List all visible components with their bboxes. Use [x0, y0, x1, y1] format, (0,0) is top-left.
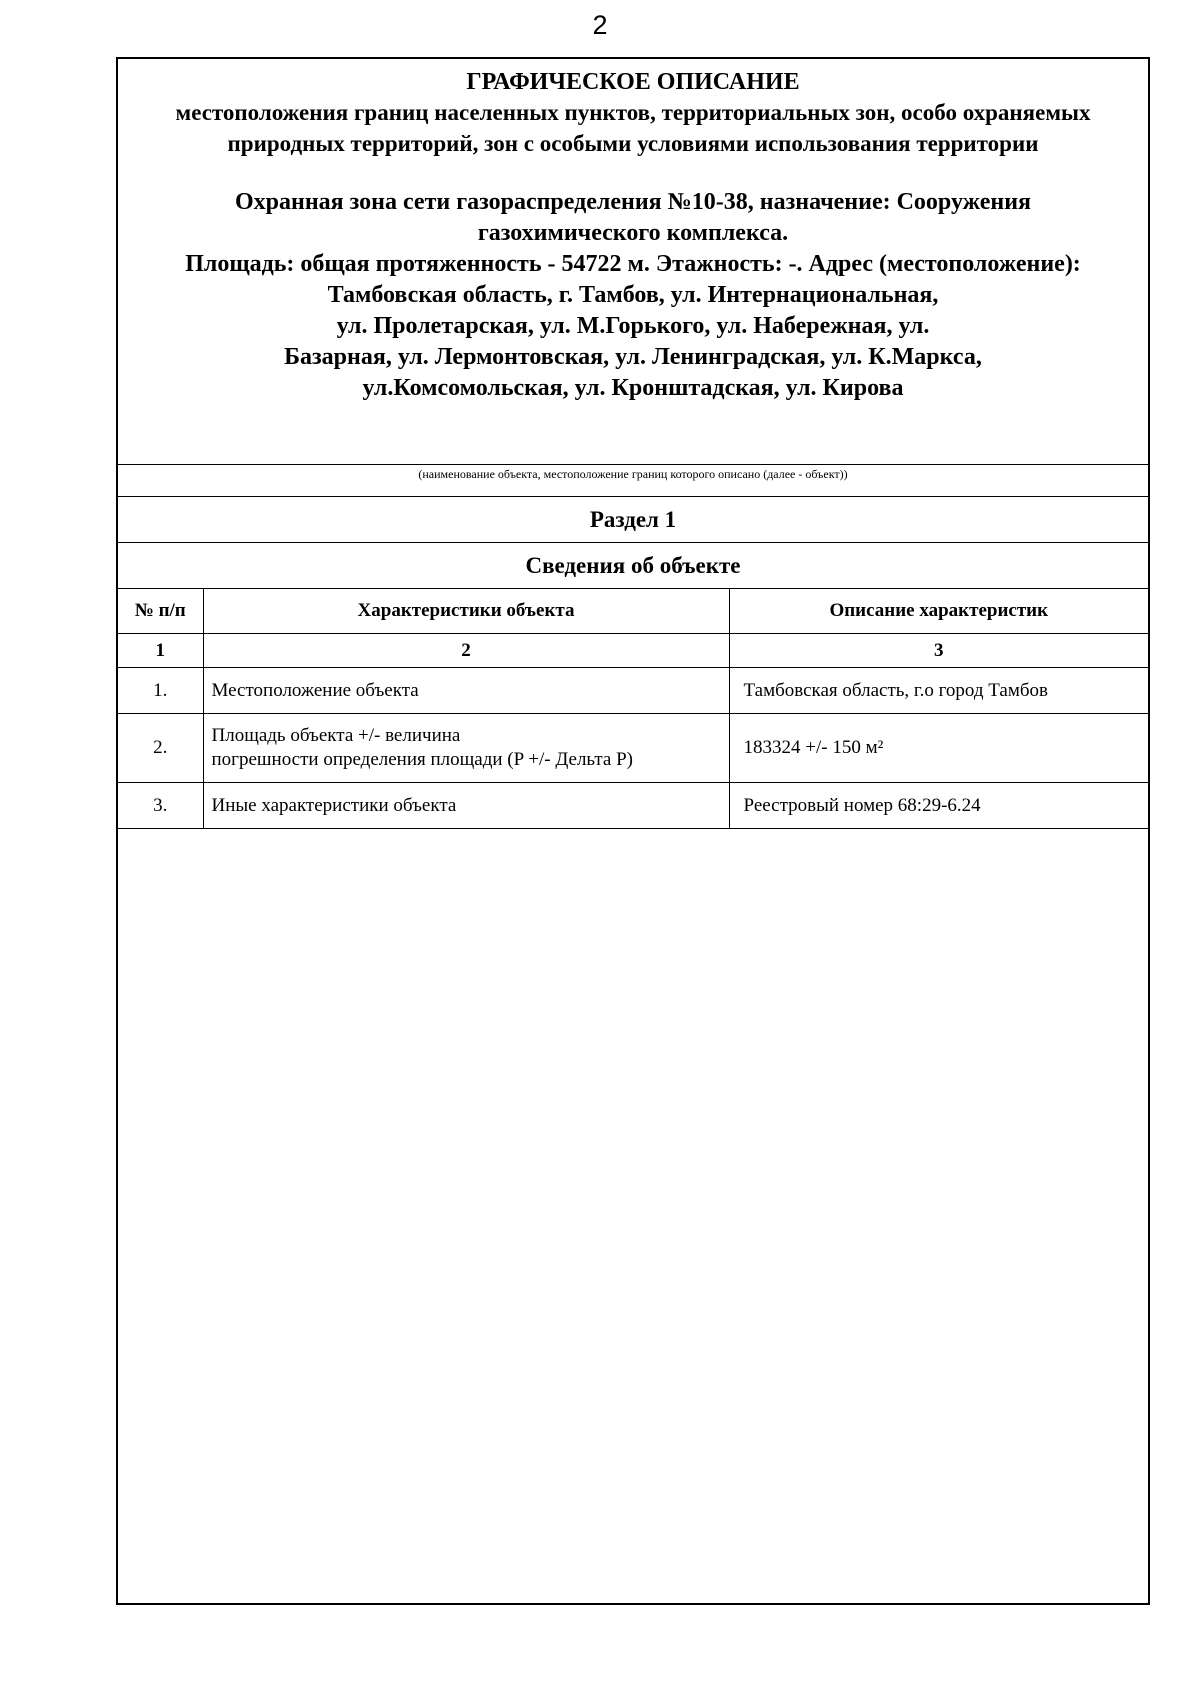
column-header: № п/п	[118, 589, 203, 634]
column-index: 2	[203, 634, 729, 668]
characteristic-line: Площадь объекта +/- величина	[211, 725, 461, 746]
object-name	[118, 187, 1148, 404]
document-subtitle: местоположения границ населенных пунктов, территориальных зон, особо охраняемых природных территорий, зон с особыми условиями использования территории	[175, 100, 1091, 156]
object-info-table	[118, 589, 1148, 829]
row-description: Тамбовская область, г.о город Тамбов	[729, 668, 1148, 714]
column-index: 1	[118, 634, 203, 668]
row-characteristic	[203, 668, 729, 714]
column-index-row	[118, 634, 1148, 668]
object-name-line: ул.Комсомольская, ул. Кронштадская, ул. Кирова	[362, 375, 904, 401]
page-number: 2	[592, 10, 608, 40]
object-name-line: Тамбовская область, г. Тамбов, ул. Интернациональная,	[327, 282, 939, 308]
column-index: 3	[729, 634, 1148, 668]
row-number: 2.	[118, 714, 203, 783]
object-name-line: Базарная, ул. Лермонтовская, ул. Ленинградская, ул. К.Маркса,	[284, 344, 982, 370]
characteristic-line: погрешности определения площади (P +/- Дельта P)	[211, 749, 633, 770]
row-characteristic	[203, 714, 729, 783]
row-number: 3.	[118, 783, 203, 829]
column-header: Описание характеристик	[729, 589, 1148, 634]
characteristic-line: Иные характеристики объекта	[211, 794, 457, 816]
table-row	[118, 714, 1148, 783]
column-header: Характеристики объекта	[203, 589, 729, 634]
object-name-line: ул. Пролетарская, ул. М.Горького, ул. Набережная, ул.	[336, 313, 930, 339]
object-name-line: Охранная зона сети газораспределения №10-38, назначение: Сооружения	[234, 189, 1032, 215]
row-characteristic	[203, 783, 729, 829]
table-header-row	[118, 589, 1148, 634]
document-header	[118, 59, 1148, 464]
characteristic-line: Местоположение объекта	[211, 679, 419, 701]
table-row	[118, 783, 1148, 829]
object-name-line: Площадь: общая протяженность - 54722 м. Этажность: -. Адрес (местоположение):	[185, 251, 1081, 277]
row-description: 183324 +/- 150 м²	[729, 714, 1148, 783]
object-name-line: газохимического комплекса.	[477, 220, 789, 246]
section-number: Раздел 1	[118, 497, 1148, 543]
object-caption: (наименование объекта, местоположение границ которого описано (далее - объект))	[118, 464, 1148, 497]
row-number: 1.	[118, 668, 203, 714]
row-description: Реестровый номер 68:29-6.24	[729, 783, 1148, 829]
table-row	[118, 668, 1148, 714]
section-title: Сведения об объекте	[118, 543, 1148, 589]
document-frame	[116, 57, 1150, 1605]
document-title: ГРАФИЧЕСКОЕ ОПИСАНИЕ	[466, 69, 800, 95]
